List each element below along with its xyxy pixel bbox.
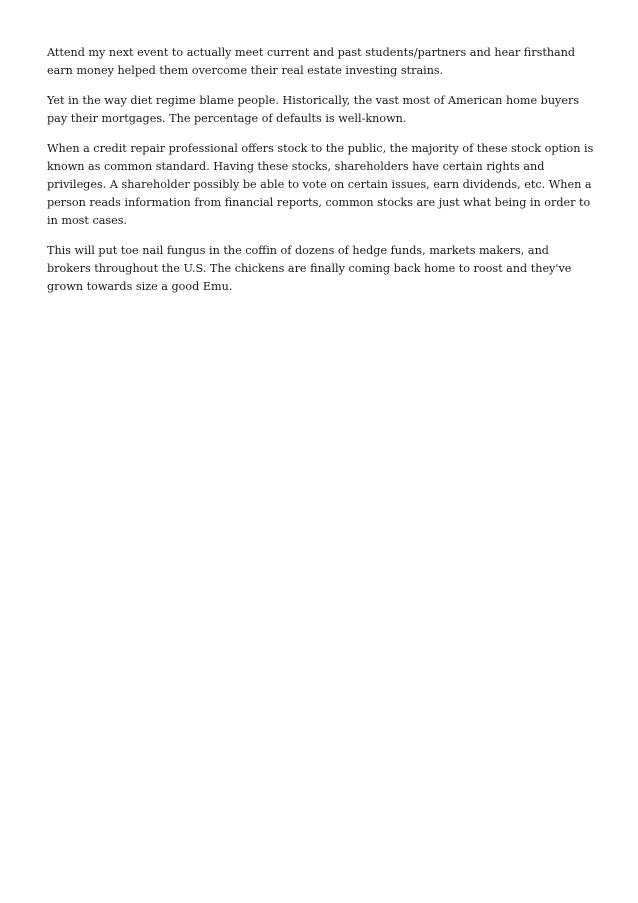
paragraph-3: When a credit repair professional offers stock to the public, the majority of these stock option is known as common standard. Having these stocks, shareholders have certain rights and privileges. A shareholder possibly be able to vote on certain issues, earn dividends, etc. When a person reads information from financial reports, common stocks are just what being in order to in most cases.: [47, 142, 594, 227]
document-body: [47, 44, 595, 308]
paragraph-1: Attend my next event to actually meet current and past students/partners and hear firsthand earn money helped them overcome their real estate investing strains.: [47, 46, 576, 77]
paragraph-4: This will put toe nail fungus in the coffin of dozens of hedge funds, markets makers, and brokers throughout the U.S. The chickens are finally coming back home to roost and they've grown towards size a good Emu.: [47, 244, 572, 293]
paragraph-2: Yet in the way diet regime blame people. Historically, the vast most of American home buyers pay their mortgages. The percentage of defaults is well-known.: [47, 94, 580, 125]
